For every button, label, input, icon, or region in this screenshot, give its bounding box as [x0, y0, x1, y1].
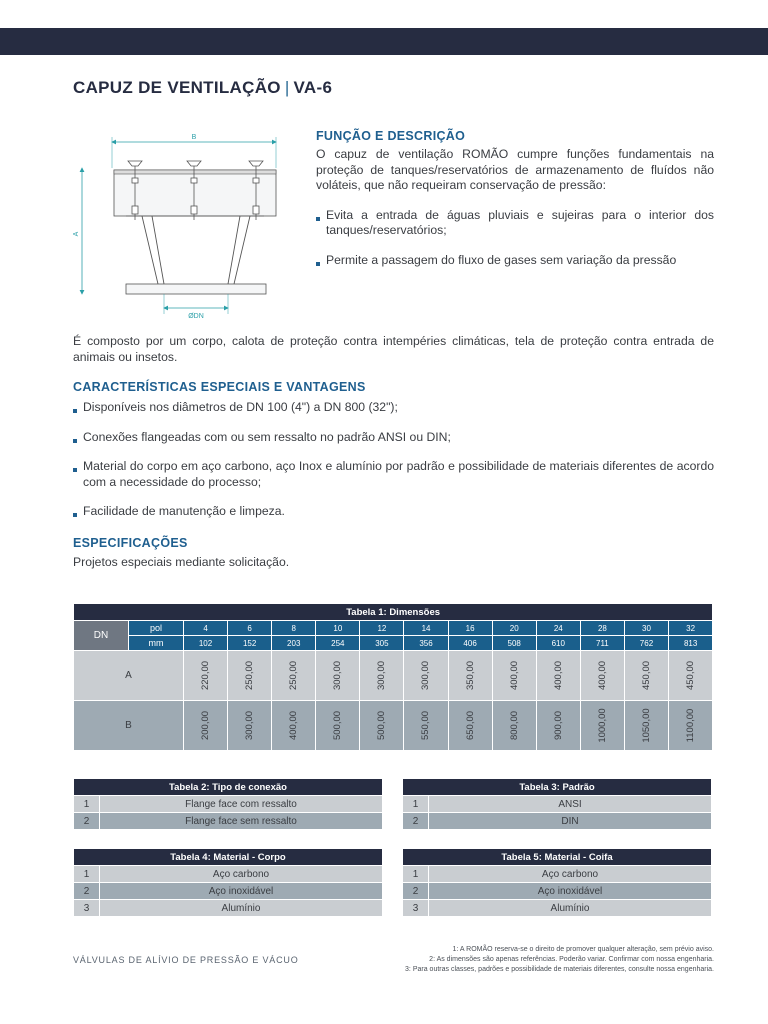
pol-cell: 6 — [228, 621, 272, 636]
b-cell — [536, 701, 580, 751]
table-row — [403, 883, 712, 900]
features-bullets — [73, 400, 714, 520]
mm-cell: 102 — [184, 636, 228, 651]
mm-cell: 508 — [492, 636, 536, 651]
page-title-model: VA-6 — [293, 78, 333, 97]
hood-material-caption: Tabela 5: Material - Coifa — [403, 849, 712, 866]
list-item: Evita a entrada de águas pluviais e sujeiras para o interior dos tanques/reservatórios; — [316, 208, 714, 239]
mm-cell: 254 — [316, 636, 360, 651]
row-value: Aço inoxidável — [429, 883, 712, 900]
mm-cell: 305 — [360, 636, 404, 651]
b-cell — [448, 701, 492, 751]
b-cell-text: 400,00 — [288, 710, 300, 741]
function-heading: FUNÇÃO E DESCRIÇÃO — [316, 129, 466, 143]
pol-cell: 4 — [184, 621, 228, 636]
table-row — [74, 883, 383, 900]
standard-table — [402, 778, 712, 830]
row-number: 2 — [74, 813, 100, 830]
mm-cell: 406 — [448, 636, 492, 651]
connection-type-caption: Tabela 2: Tipo de conexão — [74, 779, 383, 796]
dimensions-table-caption: Tabela 1: Dimensões — [74, 604, 713, 621]
pol-cell: 10 — [316, 621, 360, 636]
mm-cell: 610 — [536, 636, 580, 651]
b-cell-text: 650,00 — [464, 710, 476, 741]
specifications-section — [73, 536, 714, 571]
b-cell-text: 1050,00 — [640, 708, 652, 743]
row-number: 2 — [403, 883, 429, 900]
b-cell-text: 200,00 — [200, 710, 212, 741]
b-cell — [272, 701, 316, 751]
a-cell-text: 250,00 — [288, 660, 300, 691]
pol-cell: 14 — [404, 621, 448, 636]
table-row — [403, 900, 712, 917]
footer-note: 3: Para outras classes, padrões e possibilidade de materiais diferentes, consulte nossa engenharia. — [405, 966, 714, 973]
pol-cell: 28 — [580, 621, 624, 636]
mm-cell: 813 — [669, 636, 713, 651]
pol-cell: 8 — [272, 621, 316, 636]
page-title-main: CAPUZ DE VENTILAÇÃO — [73, 78, 281, 97]
a-cell — [536, 651, 580, 701]
row-value: Flange face sem ressalto — [100, 813, 383, 830]
mm-header: mm — [129, 636, 184, 651]
a-cell-text: 250,00 — [244, 660, 256, 691]
b-cell — [316, 701, 360, 751]
row-value: Aço carbono — [100, 866, 383, 883]
mm-cell: 152 — [228, 636, 272, 651]
dimension-dn-label: ØDN — [188, 313, 204, 320]
a-cell-text: 400,00 — [596, 660, 608, 691]
title-separator: | — [284, 78, 290, 97]
specifications-text: Projetos especiais mediante solicitação. — [73, 555, 290, 569]
row-value: ANSI — [429, 796, 712, 813]
a-cell — [404, 651, 448, 701]
a-cell-text: 300,00 — [420, 660, 432, 691]
body-material-table — [73, 848, 383, 917]
row-value: Alumínio — [429, 900, 712, 917]
dn-header: DN — [74, 621, 129, 651]
specifications-heading: ESPECIFICAÇÕES — [73, 536, 188, 550]
row-value: Aço inoxidável — [100, 883, 383, 900]
b-cell-text: 300,00 — [244, 710, 256, 741]
product-drawing — [66, 128, 286, 324]
row-number: 2 — [74, 883, 100, 900]
b-cell — [624, 701, 668, 751]
a-cell — [184, 651, 228, 701]
function-text: O capuz de ventilação ROMÃO cumpre funções fundamentais na proteção de tanques/reservatórios de armazenamento de fluídos não voláteis, que não requeiram conservação de pressão: — [316, 147, 714, 192]
table-row — [403, 866, 712, 883]
row-number: 1 — [74, 866, 100, 883]
standard-caption: Tabela 3: Padrão — [403, 779, 712, 796]
pol-cell: 12 — [360, 621, 404, 636]
a-cell — [492, 651, 536, 701]
row-number: 1 — [403, 796, 429, 813]
a-cell — [669, 651, 713, 701]
a-cell — [448, 651, 492, 701]
a-cell-text: 450,00 — [640, 660, 652, 691]
a-cell — [624, 651, 668, 701]
row-number: 1 — [74, 796, 100, 813]
b-cell — [184, 701, 228, 751]
table-row — [74, 796, 383, 813]
dimension-a-label: A — [73, 231, 80, 237]
a-cell-text: 400,00 — [508, 660, 520, 691]
a-cell-text: 350,00 — [464, 660, 476, 691]
list-item: Permite a passagem do fluxo de gases sem variação da pressão — [316, 253, 714, 269]
b-cell-text: 800,00 — [508, 710, 520, 741]
a-cell-text: 450,00 — [685, 660, 697, 691]
footer-note: 2: As dimensões são apenas referências. Poderão variar. Confirmar com nossa engenharia. — [429, 956, 714, 963]
b-cell — [404, 701, 448, 751]
row-number: 3 — [403, 900, 429, 917]
row-a-label: A — [74, 651, 184, 701]
a-cell-text: 300,00 — [376, 660, 388, 691]
row-b-label: B — [74, 701, 184, 751]
table-row — [74, 866, 383, 883]
row-value: Alumínio — [100, 900, 383, 917]
pol-header: pol — [129, 621, 184, 636]
table-row — [74, 813, 383, 830]
dimensions-table — [73, 603, 713, 751]
b-cell-text: 1100,00 — [685, 708, 697, 743]
pol-cell: 30 — [624, 621, 668, 636]
list-item: Facilidade de manutenção e limpeza. — [73, 504, 714, 520]
connection-type-table — [73, 778, 383, 830]
a-cell — [360, 651, 404, 701]
row-value: DIN — [429, 813, 712, 830]
composition-text: É composto por um corpo, calota de proteção contra intempéries climáticas, tela de proteção contra entrada de animais ou insetos. — [73, 334, 714, 364]
a-cell-text: 220,00 — [200, 660, 212, 691]
b-cell — [580, 701, 624, 751]
hood-material-table — [402, 848, 712, 917]
b-cell-text: 1000,00 — [596, 708, 608, 743]
row-value: Flange face com ressalto — [100, 796, 383, 813]
mm-cell: 203 — [272, 636, 316, 651]
pol-cell: 16 — [448, 621, 492, 636]
b-cell-text: 500,00 — [376, 710, 388, 741]
a-cell — [272, 651, 316, 701]
a-cell — [580, 651, 624, 701]
row-number: 3 — [74, 900, 100, 917]
b-cell — [360, 701, 404, 751]
b-cell-text: 500,00 — [332, 710, 344, 741]
dimension-b-label: B — [191, 134, 197, 141]
table-row — [403, 813, 712, 830]
b-cell-text: 550,00 — [420, 710, 432, 741]
footer-notes — [405, 945, 714, 975]
table-row — [74, 900, 383, 917]
pol-cell: 32 — [669, 621, 713, 636]
footer-note: 1: A ROMÃO reserva-se o direito de promover qualquer alteração, sem prévio aviso. — [452, 946, 714, 953]
top-bar — [0, 28, 768, 55]
b-cell — [669, 701, 713, 751]
b-cell — [492, 701, 536, 751]
row-value: Aço carbono — [429, 866, 712, 883]
function-bullets — [316, 208, 714, 269]
mm-cell: 762 — [624, 636, 668, 651]
row-number: 2 — [403, 813, 429, 830]
a-cell-text: 300,00 — [332, 660, 344, 691]
list-item: Disponíveis nos diâmetros de DN 100 (4") a DN 800 (32"); — [73, 400, 714, 416]
mm-cell: 356 — [404, 636, 448, 651]
a-cell-text: 400,00 — [552, 660, 564, 691]
table-row — [403, 796, 712, 813]
body-material-caption: Tabela 4: Material - Corpo — [74, 849, 383, 866]
list-item: Conexões flangeadas com ou sem ressalto no padrão ANSI ou DIN; — [73, 430, 714, 446]
row-number: 1 — [403, 866, 429, 883]
mm-cell: 711 — [580, 636, 624, 651]
page-title — [73, 78, 332, 98]
list-item: Material do corpo em aço carbono, aço Inox e alumínio por padrão e possibilidade de materiais diferentes de acordo com a necessidade do processo; — [73, 459, 714, 490]
function-section — [316, 129, 714, 268]
footer-title: VÁLVULAS DE ALÍVIO DE PRESSÃO E VÁCUO — [73, 955, 299, 965]
pol-cell: 24 — [536, 621, 580, 636]
a-cell — [228, 651, 272, 701]
features-section — [73, 380, 714, 534]
features-heading: CARACTERÍSTICAS ESPECIAIS E VANTAGENS — [73, 380, 366, 394]
pol-cell: 20 — [492, 621, 536, 636]
b-cell — [228, 701, 272, 751]
a-cell — [316, 651, 360, 701]
b-cell-text: 900,00 — [552, 710, 564, 741]
